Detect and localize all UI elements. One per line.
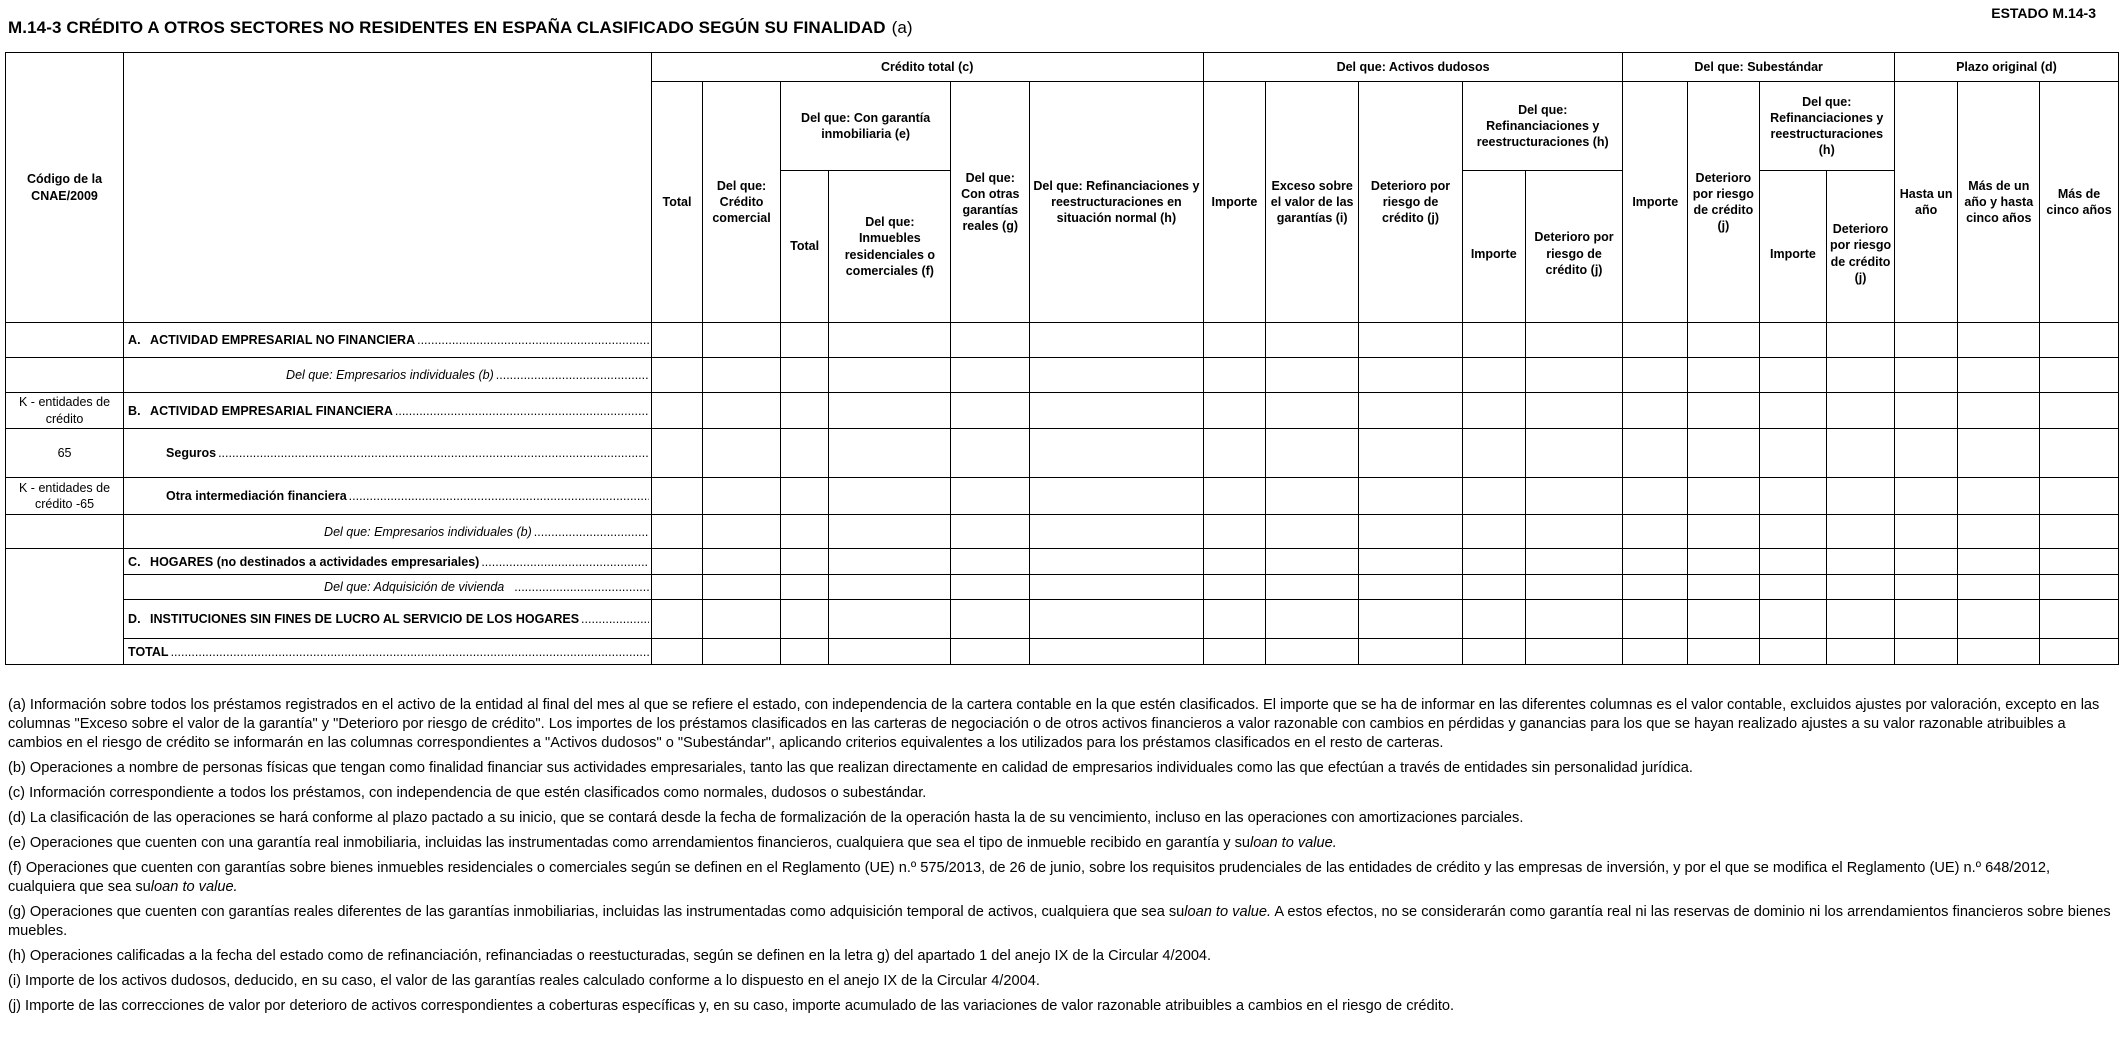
- data-cell[interactable]: [1688, 429, 1760, 478]
- data-cell[interactable]: [1525, 478, 1623, 515]
- data-cell[interactable]: [1688, 478, 1760, 515]
- data-cell[interactable]: [651, 575, 702, 600]
- data-cell[interactable]: [1623, 323, 1688, 358]
- row-label: Del que: Adquisición de vivienda .....: [124, 575, 652, 600]
- table-row: [6, 478, 2119, 515]
- data-cell[interactable]: [1958, 429, 2040, 478]
- data-cell[interactable]: [829, 429, 951, 478]
- data-cell[interactable]: [1030, 549, 1204, 575]
- data-cell[interactable]: [1359, 393, 1463, 429]
- row-code: [6, 515, 124, 549]
- header-credito-comercial: Del que: Crédito comercial: [703, 82, 781, 323]
- data-cell[interactable]: [1688, 549, 1760, 575]
- data-cell[interactable]: [1688, 639, 1760, 665]
- table-row: [6, 600, 2119, 639]
- data-cell[interactable]: [1827, 478, 1895, 515]
- data-cell[interactable]: [780, 323, 828, 358]
- data-cell[interactable]: [1266, 358, 1359, 393]
- data-cell[interactable]: [780, 575, 828, 600]
- footnote-f: (f) Operaciones que cuenten con garantías sobre bienes inmuebles residenciales o comerciales según se definen en el Reglamento (UE) n.º 575/2013, de 26 de junio, sobre los requisitos prudenciales de las entidades de crédito y las empresas de inversión, y por el que se modifica el Reglamento (UE) n.º 648/2012, cualquiera que sea suloan to value.: [8, 860, 2050, 895]
- row-label: Seguros .....: [124, 429, 652, 478]
- data-cell[interactable]: [1462, 575, 1525, 600]
- data-cell[interactable]: [703, 323, 781, 358]
- data-cell[interactable]: [780, 600, 828, 639]
- data-cell[interactable]: [1525, 429, 1623, 478]
- data-cell[interactable]: [651, 549, 702, 575]
- data-cell[interactable]: [1266, 575, 1359, 600]
- data-cell[interactable]: [1759, 393, 1827, 429]
- data-cell[interactable]: [1525, 549, 1623, 575]
- header-mas-de-un-ano: Más de un año y hasta cinco años: [1958, 82, 2040, 323]
- data-cell[interactable]: [651, 358, 702, 393]
- data-cell[interactable]: [1266, 478, 1359, 515]
- data-cell[interactable]: [1894, 478, 1958, 515]
- header-sub-refin-deterioro: Deterioro por riesgo de crédito (j): [1827, 171, 1895, 323]
- row-label: Otra intermediación financiera .....: [124, 478, 652, 515]
- data-cell[interactable]: [1525, 600, 1623, 639]
- data-cell[interactable]: [829, 639, 951, 665]
- data-cell[interactable]: [951, 393, 1030, 429]
- header-sub-deterioro: Deterioro por riesgo de crédito (j): [1688, 82, 1760, 323]
- data-cell[interactable]: [951, 358, 1030, 393]
- data-cell[interactable]: [1623, 515, 1688, 549]
- data-cell[interactable]: [1958, 639, 2040, 665]
- header-dudosos-refin-importe: Importe: [1462, 171, 1525, 323]
- row-label: C. HOGARES (no destinados a actividades empresariales) .....: [124, 549, 652, 575]
- data-cell[interactable]: [1623, 600, 1688, 639]
- header-inmuebles: Del que: Inmuebles residenciales o comerciales (f): [829, 171, 951, 323]
- data-cell[interactable]: [951, 515, 1030, 549]
- table-row: [6, 515, 2119, 549]
- data-cell[interactable]: [1266, 429, 1359, 478]
- footnote-a: (a) Información sobre todos los préstamos registrados en el activo de la entidad al final del mes al que se refiere el estado, con independencia de la cartera contable en la que estén clasificados. El importe que se ha de informar en las diferentes columnas es el valor contable, excluidos ajustes por valoración, excepto en las columnas "Exceso sobre el valor de la garantía" y "Deterioro por riesgo de crédito". Los importes de los préstamos clasificados en las carteras de negociación o de otros activos financieros a valor razonable con cambios en pérdidas y ganancias para los que se hayan realizado ajustes a su valor razonable atribuibles a cambios en el riesgo de crédito se informarán en las columnas correspondientes a "Activos dudosos" o "Subestándar", aplicando criterios equivalentes a los utilizados para los préstamos clasificados en el resto de carteras.: [8, 697, 2100, 751]
- data-cell[interactable]: [1525, 358, 1623, 393]
- header-code: Código de la CNAE/2009: [6, 53, 124, 323]
- data-cell[interactable]: [780, 515, 828, 549]
- header-dudosos-refin-deterioro: Deterioro por riesgo de crédito (j): [1525, 171, 1623, 323]
- data-cell[interactable]: [1894, 393, 1958, 429]
- header-otras-garantias: Del que: Con otras garantías reales (g): [951, 82, 1030, 323]
- data-cell[interactable]: [951, 600, 1030, 639]
- data-cell[interactable]: [780, 393, 828, 429]
- page-title: [8, 18, 913, 38]
- data-cell[interactable]: [1266, 393, 1359, 429]
- data-cell[interactable]: [951, 478, 1030, 515]
- data-cell[interactable]: [703, 515, 781, 549]
- data-cell[interactable]: [1759, 575, 1827, 600]
- data-cell[interactable]: [1030, 600, 1204, 639]
- data-cell[interactable]: [1688, 575, 1760, 600]
- header-sub-refin-importe: Importe: [1759, 171, 1827, 323]
- data-cell[interactable]: [1359, 323, 1463, 358]
- data-cell[interactable]: [1359, 358, 1463, 393]
- data-cell[interactable]: [1203, 639, 1266, 665]
- data-cell[interactable]: [1525, 393, 1623, 429]
- data-cell[interactable]: [829, 478, 951, 515]
- data-cell[interactable]: [1958, 575, 2040, 600]
- data-cell[interactable]: [1030, 639, 1204, 665]
- footnote-d: (d) La clasificación de las operaciones se hará conforme al plazo pactado a su inicio, que se contará desde la fecha de formalización de la operación hasta la de su vencimiento, incluso en las operaciones con amortizaciones parciales.: [8, 810, 1524, 826]
- header-label-blank: [124, 53, 652, 323]
- data-cell[interactable]: [1030, 515, 1204, 549]
- data-cell[interactable]: [703, 429, 781, 478]
- header-dudosos-importe: Importe: [1203, 82, 1266, 323]
- data-cell[interactable]: [829, 549, 951, 575]
- data-cell[interactable]: [1827, 429, 1895, 478]
- data-cell[interactable]: [651, 323, 702, 358]
- data-cell[interactable]: [703, 549, 781, 575]
- data-cell[interactable]: [1894, 323, 1958, 358]
- data-cell[interactable]: [1958, 358, 2040, 393]
- data-cell[interactable]: [1827, 393, 1895, 429]
- data-cell[interactable]: [1958, 393, 2040, 429]
- data-cell[interactable]: [1894, 575, 1958, 600]
- data-cell[interactable]: [1030, 575, 1204, 600]
- row-label: Del que: Empresarios individuales (b) .....: [124, 515, 652, 549]
- data-cell[interactable]: [2040, 639, 2119, 665]
- header-garantia-inmobiliaria: Del que: Con garantía inmobiliaria (e): [780, 82, 951, 171]
- row-label: B. ACTIVIDAD EMPRESARIAL FINANCIERA .....: [124, 393, 652, 429]
- data-cell[interactable]: [1623, 393, 1688, 429]
- data-cell[interactable]: [1359, 478, 1463, 515]
- data-cell[interactable]: [829, 323, 951, 358]
- data-cell[interactable]: [1203, 429, 1266, 478]
- row-label: D. INSTITUCIONES SIN FINES DE LUCRO AL SERVICIO DE LOS HOGARES .....: [124, 600, 652, 639]
- data-cell[interactable]: [951, 323, 1030, 358]
- data-cell[interactable]: [2040, 575, 2119, 600]
- data-cell[interactable]: [1203, 515, 1266, 549]
- data-cell[interactable]: [1462, 358, 1525, 393]
- data-cell[interactable]: [1623, 575, 1688, 600]
- data-cell[interactable]: [1827, 600, 1895, 639]
- row-code: [6, 358, 124, 393]
- data-cell[interactable]: [2040, 323, 2119, 358]
- header-dudosos-exceso: Exceso sobre el valor de las garantías (i): [1266, 82, 1359, 323]
- data-cell[interactable]: [651, 393, 702, 429]
- data-cell[interactable]: [1266, 600, 1359, 639]
- data-cell[interactable]: [1623, 549, 1688, 575]
- data-cell[interactable]: [951, 549, 1030, 575]
- data-cell[interactable]: [703, 478, 781, 515]
- data-cell[interactable]: [1266, 515, 1359, 549]
- data-cell[interactable]: [1688, 358, 1760, 393]
- data-cell[interactable]: [1462, 549, 1525, 575]
- data-cell[interactable]: [2040, 429, 2119, 478]
- data-cell[interactable]: [1827, 549, 1895, 575]
- row-code: K - entidades de crédito: [6, 393, 124, 429]
- data-cell[interactable]: [1958, 323, 2040, 358]
- data-cell[interactable]: [2040, 600, 2119, 639]
- data-cell[interactable]: [1462, 478, 1525, 515]
- data-cell[interactable]: [1525, 639, 1623, 665]
- header-garantia-total: Total: [780, 171, 828, 323]
- header-hasta-un-ano: Hasta un año: [1894, 82, 1958, 323]
- data-cell[interactable]: [1462, 393, 1525, 429]
- table-row-total: [6, 639, 2119, 665]
- data-cell[interactable]: [1203, 549, 1266, 575]
- data-cell[interactable]: [1688, 600, 1760, 639]
- data-cell[interactable]: [651, 429, 702, 478]
- data-cell[interactable]: [1623, 478, 1688, 515]
- data-cell[interactable]: [703, 393, 781, 429]
- data-cell[interactable]: [2040, 393, 2119, 429]
- data-cell[interactable]: [651, 639, 702, 665]
- data-cell[interactable]: [1958, 478, 2040, 515]
- data-cell[interactable]: [1203, 600, 1266, 639]
- data-cell[interactable]: [651, 600, 702, 639]
- header-sub-importe: Importe: [1623, 82, 1688, 323]
- data-cell[interactable]: [1688, 515, 1760, 549]
- header-activos-dudosos: Del que: Activos dudosos: [1203, 53, 1623, 82]
- table-row: [6, 358, 2119, 393]
- data-cell[interactable]: [1623, 358, 1688, 393]
- row-code: K - entidades de crédito -65: [6, 478, 124, 515]
- data-cell[interactable]: [1894, 600, 1958, 639]
- data-cell[interactable]: [1030, 358, 1204, 393]
- header-total: Total: [651, 82, 702, 323]
- header-refin-normal: Del que: Refinanciaciones y reestructuraciones en situación normal (h): [1030, 82, 1204, 323]
- row-label: TOTAL .....: [124, 639, 652, 665]
- data-cell[interactable]: [1266, 323, 1359, 358]
- data-cell[interactable]: [2040, 549, 2119, 575]
- data-cell[interactable]: [1759, 358, 1827, 393]
- data-cell[interactable]: [1688, 323, 1760, 358]
- data-cell[interactable]: [2040, 515, 2119, 549]
- data-cell[interactable]: [1759, 600, 1827, 639]
- data-cell[interactable]: [651, 515, 702, 549]
- data-cell[interactable]: [2040, 358, 2119, 393]
- footnotes: [8, 696, 2118, 1022]
- data-cell[interactable]: [1958, 515, 2040, 549]
- data-cell[interactable]: [829, 393, 951, 429]
- data-cell[interactable]: [951, 639, 1030, 665]
- credit-table: [5, 52, 2119, 665]
- data-cell[interactable]: [1525, 323, 1623, 358]
- data-cell[interactable]: [1266, 639, 1359, 665]
- title-main: M.14-3 CRÉDITO A OTROS SECTORES NO RESIDENTES EN ESPAÑA CLASIFICADO SEGÚN SU FINALIDAD: [8, 18, 886, 37]
- data-cell[interactable]: [1894, 549, 1958, 575]
- footnote-h: (h) Operaciones calificadas a la fecha del estado como de refinanciación, refinanciadas o reestucturadas, según se definen en la letra g) del apartado 1 del anejo IX de la Circular 4/2004.: [8, 948, 1212, 964]
- data-cell[interactable]: [1827, 358, 1895, 393]
- header-dudosos-deterioro: Deterioro por riesgo de crédito (j): [1359, 82, 1463, 323]
- table-row: [6, 549, 2119, 575]
- data-cell[interactable]: [1359, 429, 1463, 478]
- data-cell[interactable]: [1462, 515, 1525, 549]
- header-plazo-original: Plazo original (d): [1894, 53, 2118, 82]
- data-cell[interactable]: [780, 549, 828, 575]
- footnote-j: (j) Importe de las correcciones de valor por deterioro de activos correspondientes a coberturas específicas y, en su caso, importe acumulado de las variaciones de valor razonable atribuibles a cambios en el riesgo de crédito.: [8, 998, 1455, 1014]
- table-row: [6, 323, 2119, 358]
- data-cell[interactable]: [703, 358, 781, 393]
- data-cell[interactable]: [1359, 639, 1463, 665]
- data-cell[interactable]: [780, 478, 828, 515]
- header-dudosos-refin: Del que: Refinanciaciones y reestructuraciones (h): [1462, 82, 1622, 171]
- row-label: Del que: Empresarios individuales (b) .....: [124, 358, 652, 393]
- data-cell[interactable]: [703, 639, 781, 665]
- table-row: [6, 393, 2119, 429]
- data-cell[interactable]: [1030, 478, 1204, 515]
- footnote-c: (c) Información correspondiente a todos los préstamos, con independencia de que estén clasificados como normales, dudosos o subestándar.: [8, 785, 927, 801]
- data-cell[interactable]: [1359, 515, 1463, 549]
- data-cell[interactable]: [1525, 515, 1623, 549]
- row-code: 65: [6, 429, 124, 478]
- data-cell[interactable]: [2040, 478, 2119, 515]
- data-cell[interactable]: [1894, 639, 1958, 665]
- data-cell[interactable]: [1894, 358, 1958, 393]
- data-cell[interactable]: [1203, 478, 1266, 515]
- footnote-e: (e) Operaciones que cuenten con una garantía real inmobiliaria, incluidas las instrumentadas como arrendamientos financieros, cualquiera que sea el tipo de inmueble recibido en garantía y suloan to value.: [8, 835, 1337, 851]
- row-code: [6, 549, 124, 665]
- data-cell[interactable]: [1359, 600, 1463, 639]
- data-cell[interactable]: [1688, 393, 1760, 429]
- data-cell[interactable]: [1203, 358, 1266, 393]
- data-cell[interactable]: [1958, 600, 2040, 639]
- data-cell[interactable]: [703, 575, 781, 600]
- data-cell[interactable]: [829, 600, 951, 639]
- data-cell[interactable]: [1525, 575, 1623, 600]
- data-cell[interactable]: [1827, 639, 1895, 665]
- data-cell[interactable]: [951, 575, 1030, 600]
- row-code: [6, 323, 124, 358]
- data-cell[interactable]: [1462, 639, 1525, 665]
- header-mas-de-cinco: Más de cinco años: [2040, 82, 2119, 323]
- row-label: A. ACTIVIDAD EMPRESARIAL NO FINANCIERA .....: [124, 323, 652, 358]
- data-cell[interactable]: [1827, 323, 1895, 358]
- header-credito-total: Crédito total (c): [651, 53, 1203, 82]
- data-cell[interactable]: [1759, 478, 1827, 515]
- data-cell[interactable]: [703, 600, 781, 639]
- data-cell[interactable]: [1894, 515, 1958, 549]
- data-cell[interactable]: [1203, 393, 1266, 429]
- table-row: [6, 429, 2119, 478]
- data-cell[interactable]: [780, 429, 828, 478]
- data-cell[interactable]: [1462, 600, 1525, 639]
- data-cell[interactable]: [829, 515, 951, 549]
- data-cell[interactable]: [1203, 575, 1266, 600]
- data-cell[interactable]: [1359, 549, 1463, 575]
- table-row: [6, 575, 2119, 600]
- data-cell[interactable]: [1827, 515, 1895, 549]
- data-cell[interactable]: [829, 575, 951, 600]
- data-cell[interactable]: [1827, 575, 1895, 600]
- data-cell[interactable]: [1623, 639, 1688, 665]
- state-code: ESTADO M.14-3: [1991, 5, 2096, 21]
- data-cell[interactable]: [1030, 429, 1204, 478]
- header-subestandar: Del que: Subestándar: [1623, 53, 1894, 82]
- footnote-g: (g) Operaciones que cuenten con garantías reales diferentes de las garantías inmobiliarias, incluidas las instrumentadas como adquisición temporal de activos, cualquiera que sea suloan to value. A estos efectos, no se considerarán como garantía real ni las reservas de dominio ni los arrendamientos financieros sobre bienes muebles.: [8, 904, 2111, 939]
- data-cell[interactable]: [1759, 549, 1827, 575]
- data-cell[interactable]: [1203, 323, 1266, 358]
- data-cell[interactable]: [1462, 429, 1525, 478]
- title-suffix: (a): [891, 18, 913, 37]
- data-cell[interactable]: [1759, 429, 1827, 478]
- data-cell[interactable]: [1759, 639, 1827, 665]
- header-sub-refin: Del que: Refinanciaciones y reestructuraciones (h): [1759, 82, 1894, 171]
- data-cell[interactable]: [1759, 323, 1827, 358]
- data-cell[interactable]: [1759, 515, 1827, 549]
- data-cell[interactable]: [1030, 393, 1204, 429]
- data-cell[interactable]: [1958, 549, 2040, 575]
- data-cell[interactable]: [1359, 575, 1463, 600]
- data-cell[interactable]: [651, 478, 702, 515]
- data-cell[interactable]: [829, 358, 951, 393]
- data-cell[interactable]: [1894, 429, 1958, 478]
- data-cell[interactable]: [1266, 549, 1359, 575]
- data-cell[interactable]: [780, 639, 828, 665]
- data-cell[interactable]: [1030, 323, 1204, 358]
- data-cell[interactable]: [780, 358, 828, 393]
- data-cell[interactable]: [1623, 429, 1688, 478]
- footnote-b: (b) Operaciones a nombre de personas físicas que tengan como finalidad financiar sus actividades empresariales, tanto las que realizan directamente en calidad de empresarios individuales como las que efectúan a través de entidades sin personalidad jurídica.: [8, 760, 1693, 776]
- footnote-i: (i) Importe de los activos dudosos, deducido, en su caso, el valor de las garantías reales calculado conforme a lo dispuesto en el anejo IX de la Circular 4/2004.: [8, 973, 1040, 989]
- data-cell[interactable]: [1462, 323, 1525, 358]
- data-cell[interactable]: [951, 429, 1030, 478]
